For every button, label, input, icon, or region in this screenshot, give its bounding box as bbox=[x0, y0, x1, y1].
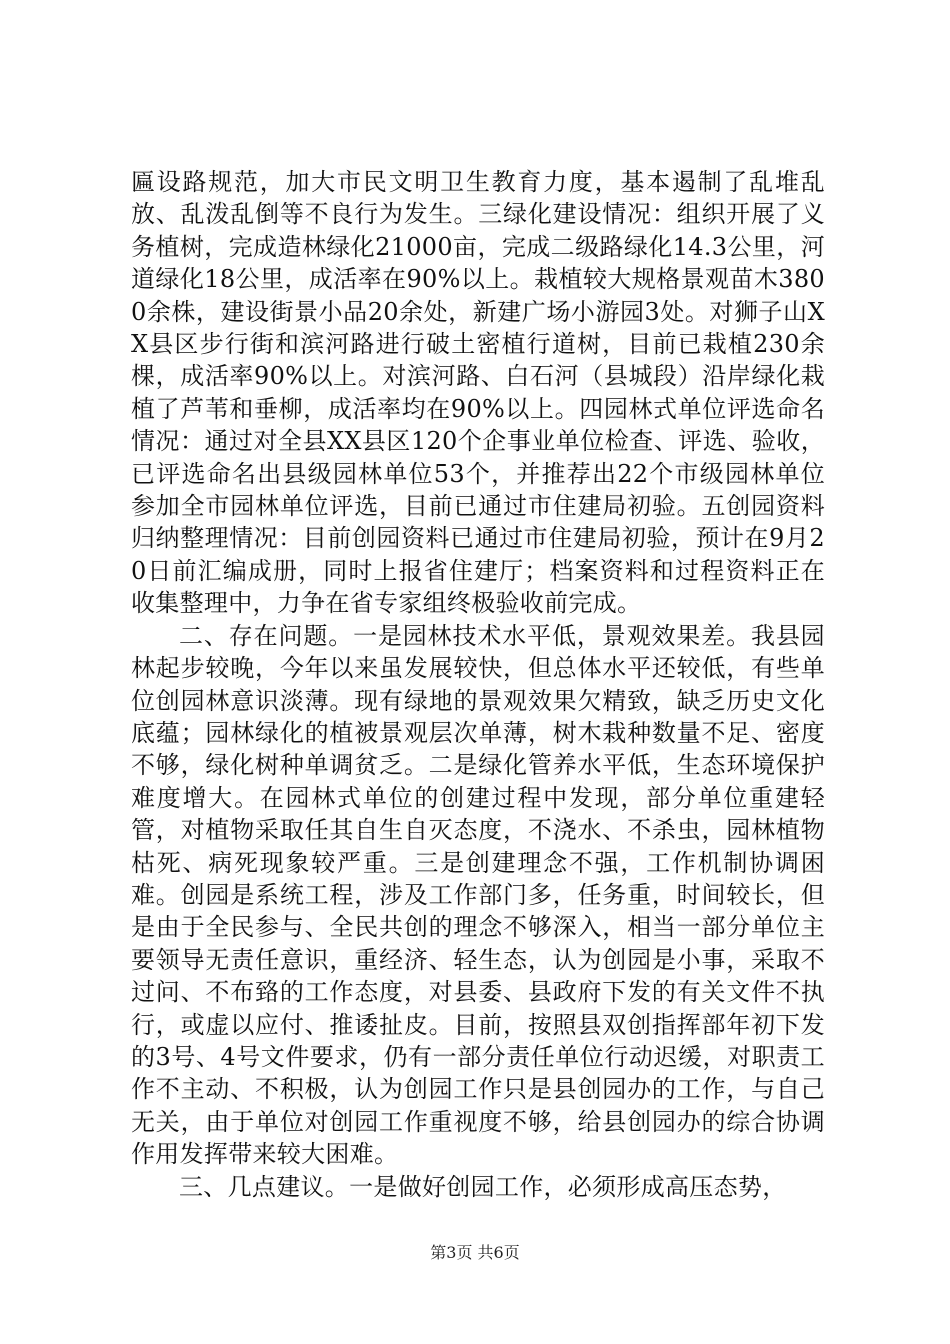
paragraph-suggestions: 三、几点建议。一是做好创园工作，必须形成高压态势， bbox=[179, 1172, 787, 1201]
paragraph-continuation: 匾设路规范，加大市民文明卫生教育力度，基本遏制了乱堆乱放、乱泼乱倒等不良行为发生。三绿化建设情况：组织开展了义务植树，完成造林绿化21000亩，完成二级路绿化14.3公里，河道绿化18公里，成活率在90%以上。栽植较大规格景观苗木3800余株，建设街景小品20余处，新建广场小游园3处。对狮子山XX县区步行街和滨河路进行破土密植行道树，目前已栽植230余棵，成活率90%以上。对滨河路、白石河（县城段）沿岸绿化栽植了芦苇和垂柳，成活率均在90%以上。四园林式单位评选命名情况：通过对全县XX县区120个企事业单位检查、评选、验收，已评选命名出县级园林单位53个，并推荐出22个市级园林单位参加全市园林单位评选，目前已通过市住建局初验。五创园资料归纳整理情况：目前创园资料已通过市住建局初验，预计在9月20日前汇编成册，同时上报省住建厅；档案资料和过程资料正在收集整理中，力争在省专家组终极验收前完成。 bbox=[131, 168, 825, 618]
page-footer: 第3页 共6页 bbox=[430, 1243, 520, 1262]
document-body bbox=[131, 166, 825, 1203]
paragraph-problems: 二、存在问题。一是园林技术水平低，景观效果差。我县园林起步较晚，今年以来虽发展较快，但总体水平还较低，有些单位创园林意识淡薄。现有绿地的景观效果欠精致，缺乏历史文化底蕴；园林绿化的植被景观层次单薄，树木栽种数量不足、密度不够，绿化树种单调贫乏。二是绿化管养水平低，生态环境保护难度增大。在园林式单位的创建过程中发现，部分单位重建轻管，对植物采取任其自生自灭态度，不浇水、不杀虫，园林植物枯死、病死现象较严重。三是创建理念不强，工作机制协调困难。创园是系统工程，涉及工作部门多，任务重，时间较长，但是由于全民参与、全民共创的理念不够深入，相当一部分单位主要领导无责任意识，重经济、轻生态，认为创园是小事，采取不过问、不布臵的工作态度，对县委、县政府下发的有关文件不执行，或虚以应付、推诿扯皮。目前，按照县双创指挥部年初下发的3号、4号文件要求，仍有一部分责任单位行动迟缓，对职责工作不主动、不积极，认为创园工作只是县创园办的工作，与自己无关，由于单位对创园工作重视度不够，给县创园办的综合协调作用发挥带来较大困难。 bbox=[131, 621, 825, 1169]
